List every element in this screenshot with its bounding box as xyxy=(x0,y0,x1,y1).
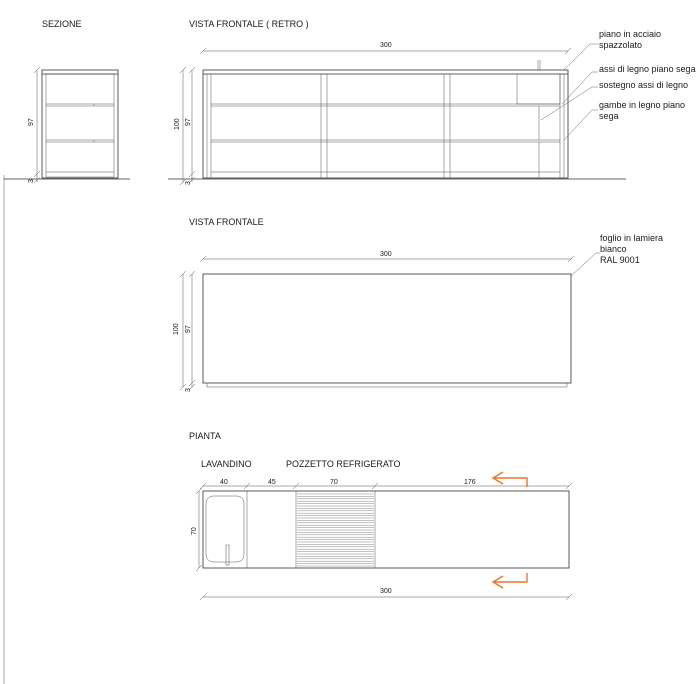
rear-sink-box xyxy=(517,74,560,104)
rear-dim-100: 100 xyxy=(174,118,181,130)
section-dim-97: 97 xyxy=(28,118,35,126)
rear-leg-4 xyxy=(560,74,564,178)
section-outer-frame xyxy=(42,70,118,178)
title-vista-retro: VISTA FRONTALE ( RETRO ) xyxy=(189,19,309,29)
leader-gambe xyxy=(564,110,598,140)
label-gambe-2: sega xyxy=(599,111,619,121)
front-dim-97: 97 xyxy=(185,325,192,333)
plan-dim-300: 300 xyxy=(380,588,392,595)
label-foglio-1: foglio in lamiera xyxy=(600,233,664,243)
label-pozzetto: POZZETTO REFRIGERATO xyxy=(286,459,401,469)
plan-dim-176: 176 xyxy=(464,479,476,486)
title-sezione: SEZIONE xyxy=(42,19,82,29)
leader-sostegno xyxy=(541,87,598,120)
front-dim-300: 300 xyxy=(380,251,392,258)
leader-foglio xyxy=(571,253,600,276)
leader-piano-acciaio xyxy=(564,44,598,70)
section-inner-frame xyxy=(46,74,114,177)
title-pianta: PIANTA xyxy=(189,431,221,441)
label-foglio-3: RAL 9001 xyxy=(600,255,640,265)
plan-dim-45: 45 xyxy=(268,479,276,486)
label-gambe-1: gambe in legno piano xyxy=(599,100,686,110)
label-lavandino: LAVANDINO xyxy=(201,459,252,469)
front-dim-3: 3 xyxy=(185,388,192,392)
plan-view xyxy=(191,472,572,600)
front-panel xyxy=(203,274,571,383)
refrigerated-well-grille xyxy=(297,494,374,566)
plan-dim-depth-70: 70 xyxy=(191,527,198,535)
sink-basin xyxy=(206,496,244,562)
label-piano-acciaio-1: piano in acciaio xyxy=(599,29,662,39)
label-foglio-2: bianco xyxy=(600,244,627,254)
section-dim-3: 3 xyxy=(28,179,35,183)
leader-assi-legno xyxy=(562,72,598,104)
plan-outline xyxy=(203,491,569,568)
rear-leg-1 xyxy=(207,74,211,178)
rear-dim-3: 3 xyxy=(185,181,192,185)
rear-leg-3 xyxy=(444,74,450,178)
front-dim-100: 100 xyxy=(173,323,180,335)
plan-dim-70: 70 xyxy=(330,479,338,486)
rear-dim-300: 300 xyxy=(380,42,392,49)
label-piano-acciaio-2: spazzolato xyxy=(599,40,643,50)
rear-view xyxy=(168,42,626,185)
section-view xyxy=(4,67,130,183)
front-view xyxy=(173,251,600,392)
label-sostegno: sostegno assi di legno xyxy=(599,80,689,90)
section-arrow-top xyxy=(493,478,527,487)
plan-dim-40: 40 xyxy=(220,479,228,486)
title-vista-frontale: VISTA FRONTALE xyxy=(189,217,264,227)
rear-outer-frame xyxy=(203,70,568,178)
section-arrow-bottom xyxy=(493,573,527,582)
label-assi-legno: assi di legno piano sega xyxy=(599,64,696,74)
rear-dim-97: 97 xyxy=(185,118,192,126)
rear-leg-2 xyxy=(321,74,327,178)
